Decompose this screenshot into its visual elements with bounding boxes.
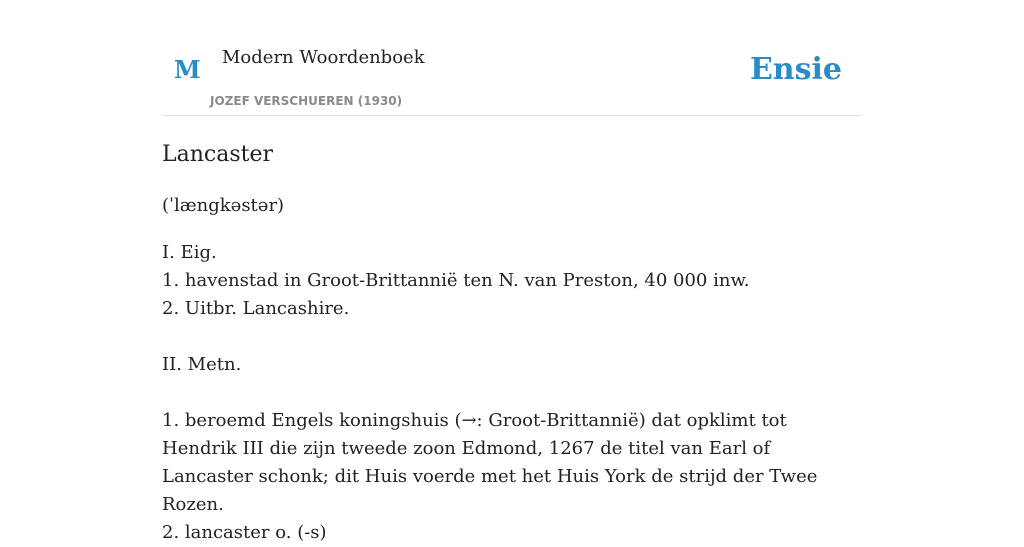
entry-title: Lancaster xyxy=(162,142,273,167)
definition-line: 1. havenstad in Groot-Brittannië ten N. van Preston, 40 000 inw. xyxy=(162,270,750,291)
definition-line: II. Metn. xyxy=(162,354,242,375)
definition-line: I. Eig. xyxy=(162,242,217,263)
definition-line: 2. lancaster o. (-s) xyxy=(162,522,327,543)
site-logo[interactable]: Ensie xyxy=(749,52,842,87)
pronunciation: (ˈlængkəstər) xyxy=(162,195,285,216)
page xyxy=(162,0,862,543)
spacer xyxy=(162,379,862,407)
definition-line: 1. beroemd Engels koningshuis (→: Groot-Brittannië) dat opklimt tot Hendrik III die zijn tweede zoon Edmond, 1267 de titel van Earl of Lancaster schonk; dit Huis voerde met het Huis York de strijd der Twee Rozen. xyxy=(162,410,818,515)
definition-line: 2. Uitbr. Lancashire. xyxy=(162,298,350,319)
definition-body xyxy=(162,239,862,547)
header xyxy=(162,0,862,116)
book-author[interactable]: JOZEF VERSCHUEREN (1930) xyxy=(210,94,403,108)
book-title[interactable]: Modern Woordenboek xyxy=(222,47,425,68)
book-logo-icon[interactable]: M xyxy=(174,55,201,84)
spacer xyxy=(162,323,862,351)
